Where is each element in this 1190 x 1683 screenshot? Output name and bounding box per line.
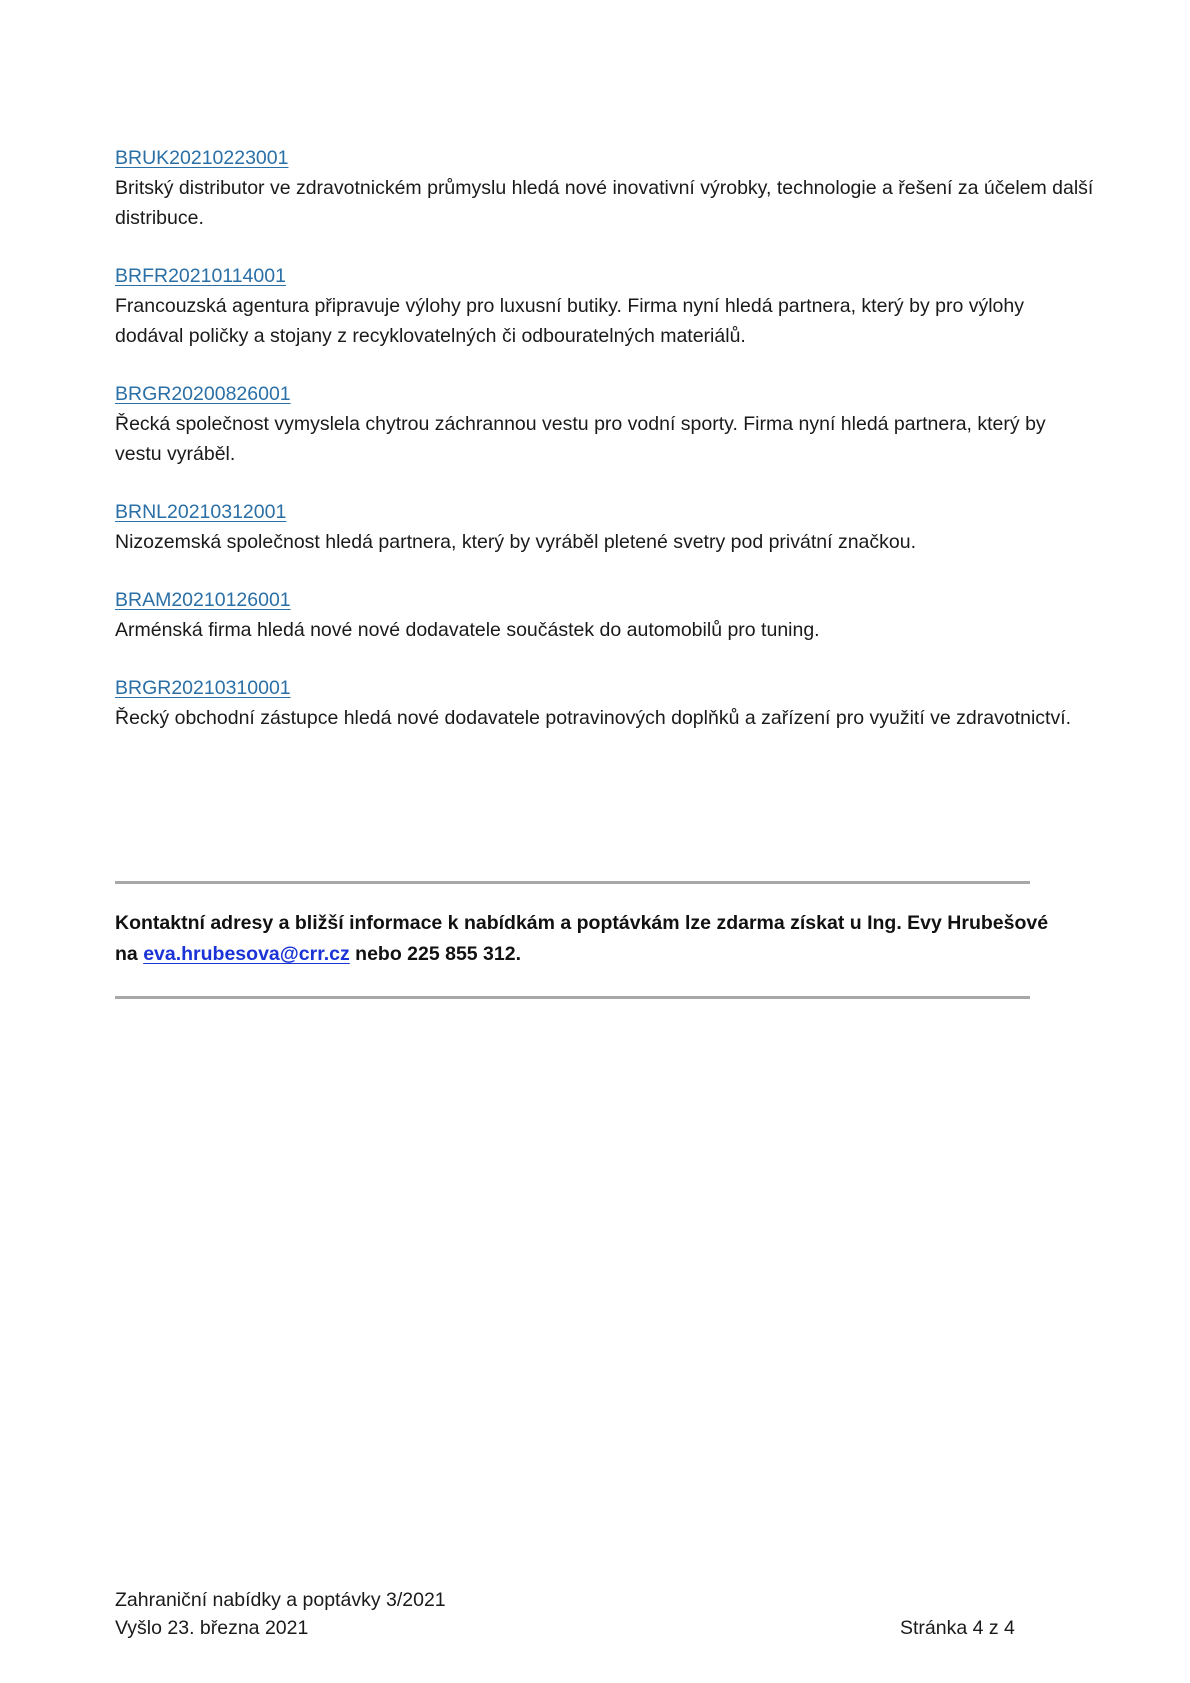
- offer-description: Arménská firma hledá nové nové dodavatele součástek do automobilů pro tuning.: [115, 619, 820, 641]
- offer-entry: [115, 585, 1095, 645]
- offer-description: Nizozemská společnost hledá partnera, který by vyráběl pletené svetry pod privátní značkou.: [115, 531, 916, 553]
- divider-bottom: [115, 996, 1030, 999]
- offer-id-link[interactable]: BRUK20210223001: [115, 147, 289, 169]
- offer-description: Řecká společnost vymyslela chytrou záchrannou vestu pro vodní sporty. Firma nyní hledá partnera, který by vestu vyráběl.: [115, 413, 1046, 465]
- footer-page-number: Stránka 4 z 4: [900, 1617, 1015, 1639]
- offer-entry: [115, 261, 1095, 351]
- offer-id-link[interactable]: BRFR20210114001: [115, 265, 286, 287]
- offer-description: Francouzská agentura připravuje výlohy pro luxusní butiky. Firma nyní hledá partnera, který by pro výlohy dodával poličky a stojany z recyklovatelných či odbouratelných materiálů.: [115, 295, 1024, 347]
- offer-id-link[interactable]: BRGR20200826001: [115, 383, 291, 405]
- divider-top: [115, 881, 1030, 884]
- contact-text: Kontaktní adresy a bližší informace k nabídkám a poptávkám lze zdarma získat u Ing. Evy Hrubešové na: [115, 912, 1049, 965]
- footer-published-date: Vyšlo 23. března 2021: [115, 1617, 309, 1639]
- offer-entry: [115, 673, 1095, 733]
- offer-entry: [115, 143, 1095, 233]
- offer-id-link[interactable]: BRAM20210126001: [115, 589, 291, 611]
- offers-list: [115, 143, 1095, 761]
- footer-title: Zahraniční nabídky a poptávky 3/2021: [115, 1589, 446, 1611]
- contact-note: [115, 908, 1075, 970]
- offer-entry: [115, 497, 1095, 557]
- footer: [115, 1586, 446, 1642]
- offer-entry: [115, 379, 1095, 469]
- contact-phone-text: nebo 225 855 312.: [349, 943, 522, 965]
- offer-description: Řecký obchodní zástupce hledá nové dodavatele potravinových doplňků a zařízení pro využití ve zdravotnictví.: [115, 707, 1072, 729]
- offer-id-link[interactable]: BRNL20210312001: [115, 501, 287, 523]
- offer-description: Britský distributor ve zdravotnickém průmyslu hledá nové inovativní výrobky, technologie a řešení za účelem další distribuce.: [115, 177, 1094, 229]
- contact-email-link[interactable]: eva.hrubesova@crr.cz: [143, 943, 350, 965]
- offer-id-link[interactable]: BRGR20210310001: [115, 677, 291, 699]
